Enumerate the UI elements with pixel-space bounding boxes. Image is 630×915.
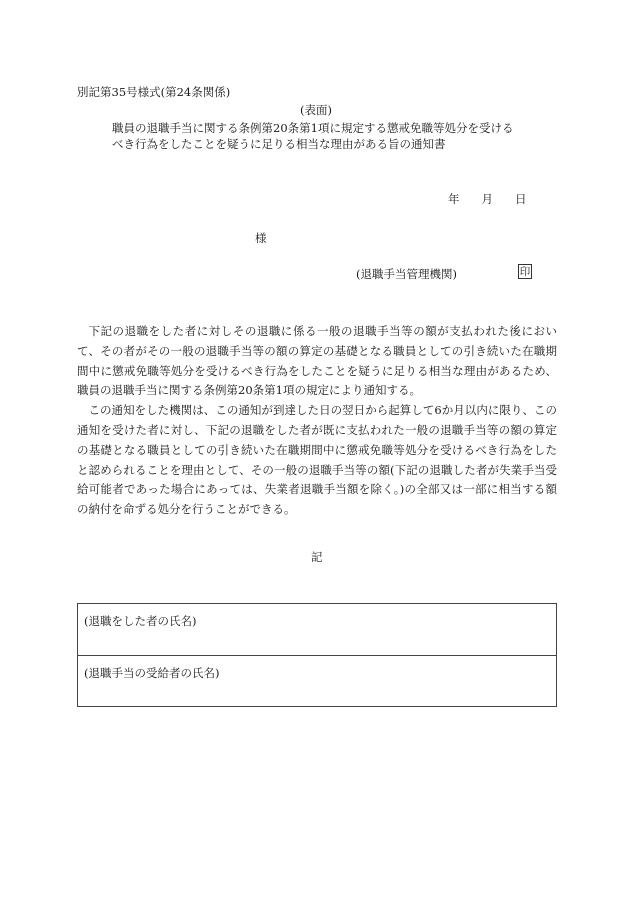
date-line [448,191,527,207]
retiree-name-label: (退職をした者の氏名) [84,614,197,628]
notes-heading: 記 [311,550,323,564]
face-label: (表面) [300,103,332,117]
seal-mark: 印 [519,266,531,278]
sender-organization: (退職手当管理機関) [356,267,457,281]
body-paragraph-2: この通知をした機関は、この通知が到達した日の翌日から起算して6か月以内に限り、この通知を受けた者に対し、下記の退職をした者が既に支払われた一般の退職手当等の額の算定の基礎となる職員としての引き続いた在職期間中に懲戒免職等処分を受けるべき行為をしたと認められることを理由として、その一般の退職手当等の額(下記の退職した者が失業手当受給可能者であった場合にあっては、失業者退職手当額を除く。)の全部又は一部に相当する額の納付を命ずる処分を行うことができる。 [77,403,557,517]
retiree-name-row [78,604,556,655]
date-year: 年 [448,192,460,206]
recipient-name-row [78,655,556,706]
body-paragraph-1: 下記の退職をした者に対しその退職に係る一般の退職手当等の額が支払われた後において、その者がその一般の退職手当等の額の算定の基礎となる職員としての引き続いた在職期間中に懲戒免職等処分を受けるべき行為をしたことを疑うに足りる相当な理由があるため、職員の退職手当に関する条例第20条第1項の規定により通知する。 [77,324,557,398]
info-table [77,603,557,707]
recipient-name-label: (退職手当の受給者の氏名) [84,666,220,680]
document-title-line-1: 職員の退職手当に関する条例第20条第1項に規定する懲戒免職等処分を受ける [112,121,514,135]
date-month: 月 [481,192,493,206]
recipient-honorific: 様 [255,231,267,245]
date-day: 日 [515,192,527,206]
document-title-line-2: べき行為をしたことを疑うに足りる相当な理由がある旨の通知書 [112,137,446,151]
form-number: 別記第35号様式(第24条関係) [77,85,231,99]
body-text [77,322,557,520]
